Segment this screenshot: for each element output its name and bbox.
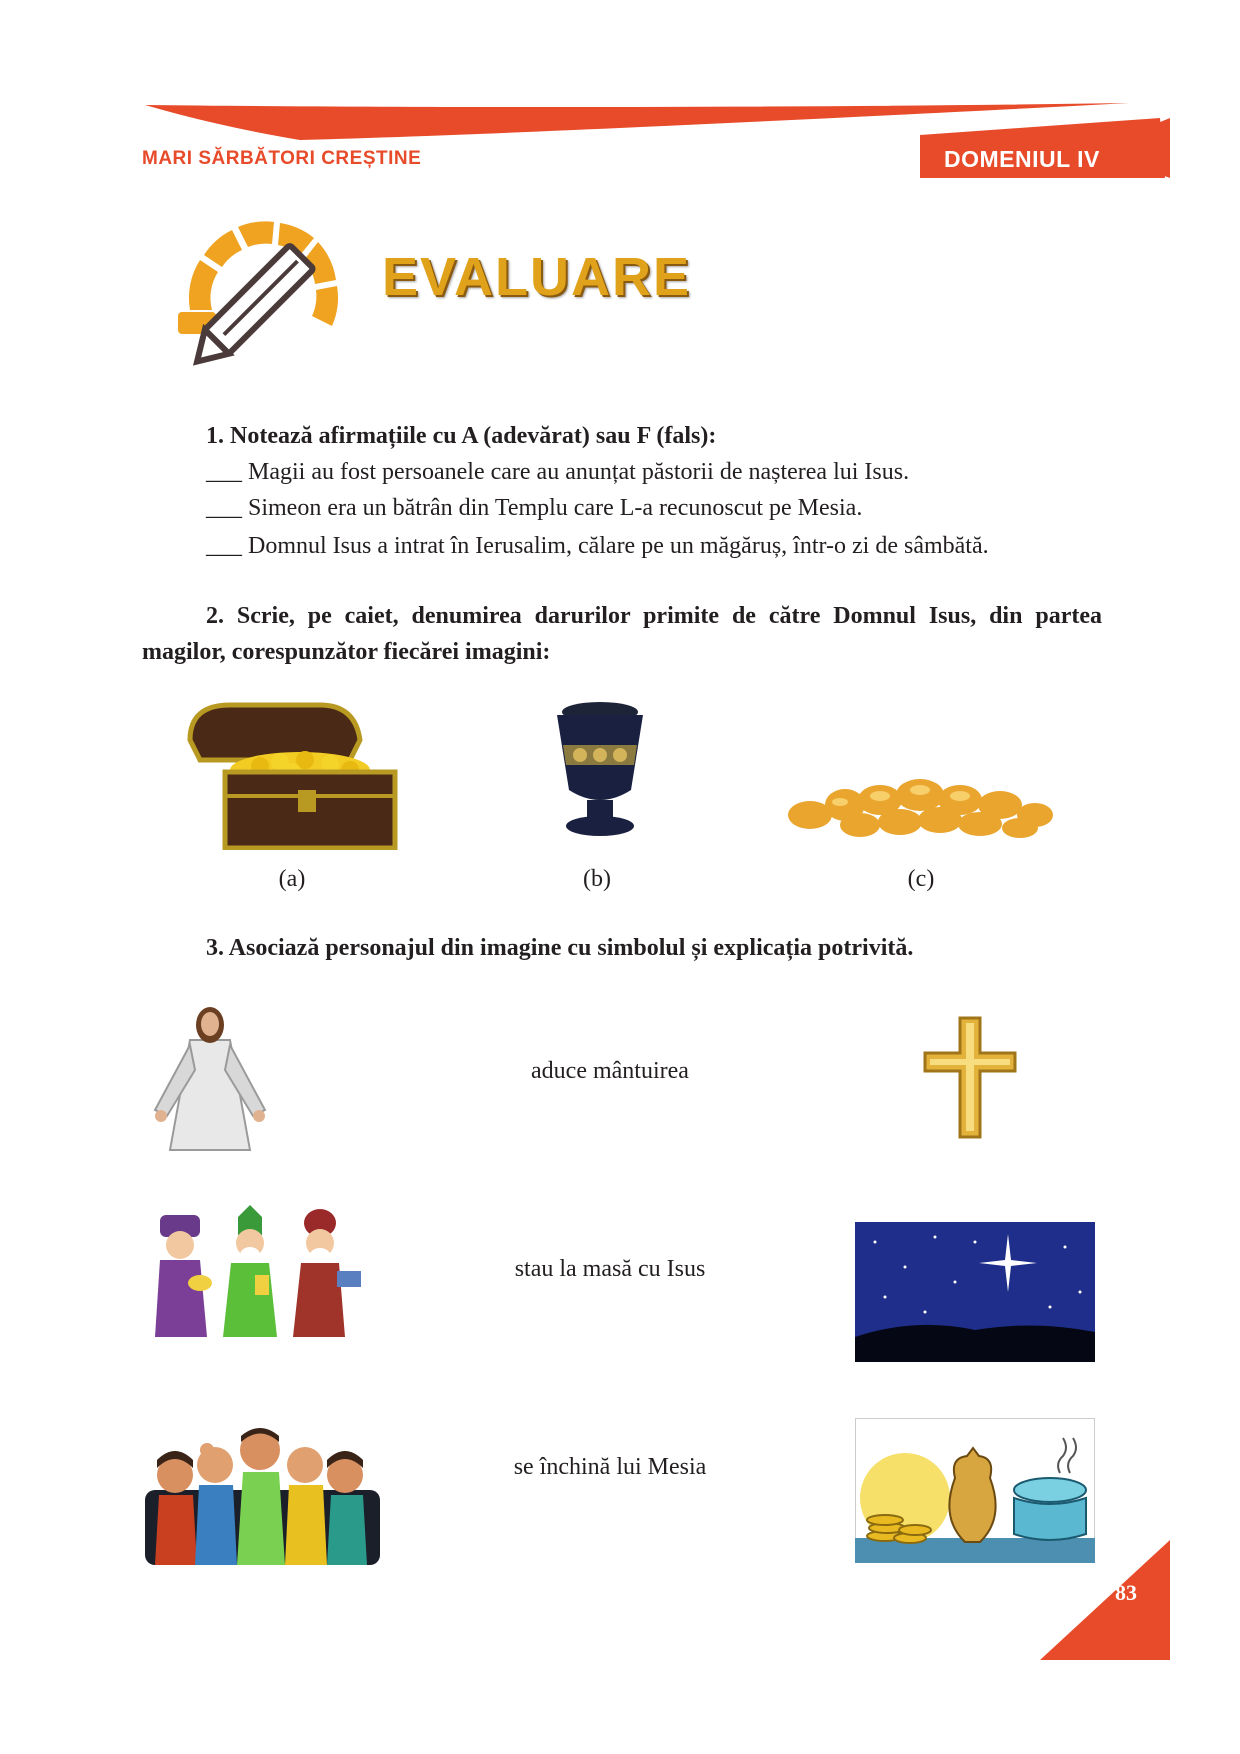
exercise3-prompt: 3. Asociază personajul din imagine cu simbolul și explicația potrivită. — [206, 935, 914, 961]
exercise2-prompt: 2. Scrie, pe caiet, denumirea darurilor primite de către Domnul Isus, din partea magilor, corespunzător fiecărei imagini: — [142, 603, 1102, 665]
golden-cross-icon — [920, 1015, 1020, 1140]
apostles-group-icon — [145, 1420, 380, 1565]
page-corner — [1040, 1540, 1240, 1754]
association-text-3: se închină lui Mesia — [513, 1454, 707, 1480]
exercise1-statement-2: ___ Simeon era un bătrân din Templu care L-a recunoscut pe Mesia. — [206, 495, 863, 521]
image-label-b: (b) — [583, 866, 611, 892]
exercise1-prompt: 1. Notează afirmațiile cu A (adevărat) sau F (fals): — [206, 423, 717, 449]
jesus-figure-icon — [145, 1000, 275, 1160]
exercise1-statement-3: ___ Domnul Isus a intrat în Ierusalim, călare pe un măgăruș, într-o zi de sâmbătă. — [206, 533, 989, 559]
image-label-c: (c) — [907, 866, 935, 892]
association-text-2: stau la masă cu Isus — [514, 1256, 706, 1282]
pencil-sun-icon — [170, 200, 350, 380]
frankincense-resin-icon — [780, 760, 1060, 850]
night-star-icon — [855, 1222, 1095, 1362]
domain-label: DOMENIUL IV — [944, 146, 1100, 172]
association-text-1: aduce mântuirea — [531, 1058, 689, 1084]
page-title: EVALUARE — [382, 247, 692, 307]
page-number: 83 — [1115, 1580, 1137, 1605]
section-title: MARI SĂRBĂTORI CREȘTINE — [142, 148, 422, 169]
image-label-a: (a) — [278, 866, 306, 892]
treasure-chest-icon — [180, 700, 400, 850]
three-magi-icon — [145, 1205, 370, 1340]
myrrh-vase-icon — [535, 700, 665, 850]
exercise1-statement-1: ___ Magii au fost persoanele care au anunțat păstorii de nașterea lui Isus. — [206, 459, 910, 485]
